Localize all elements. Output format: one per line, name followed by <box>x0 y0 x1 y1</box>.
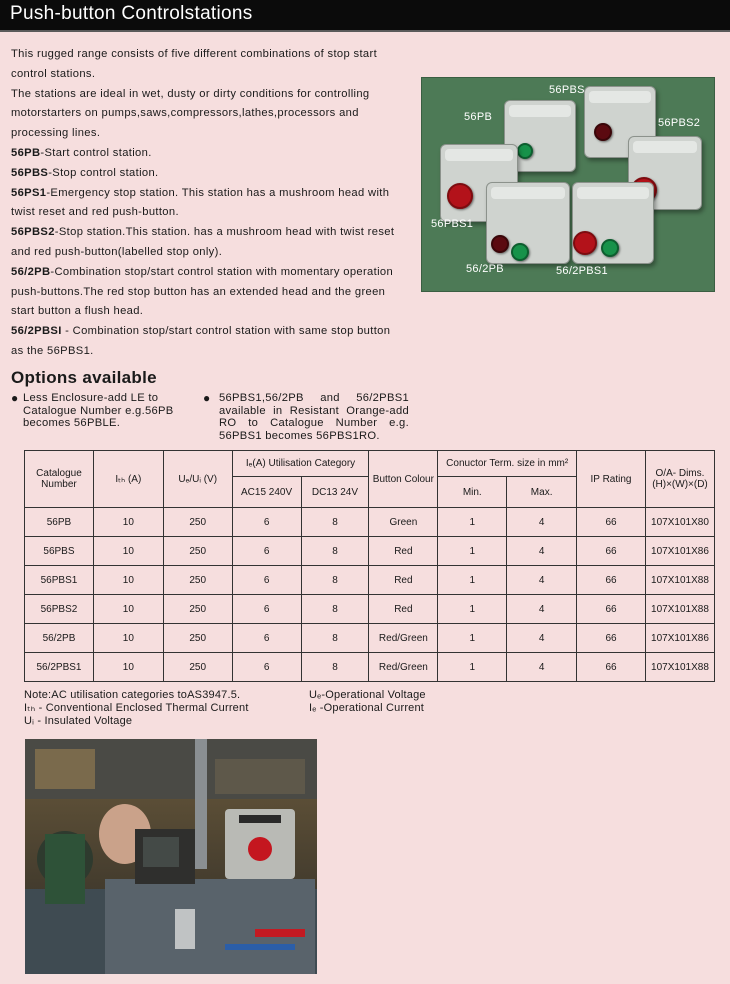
cell-ip: 66 <box>577 537 646 566</box>
cell-ue: 250 <box>163 566 232 595</box>
cell-min: 1 <box>438 566 507 595</box>
table-row <box>25 566 715 595</box>
product-photo <box>421 77 715 292</box>
label-56pbs1: 56PBS1 <box>431 218 474 230</box>
cell-min: 1 <box>438 653 507 682</box>
options-heading: Options available <box>11 368 157 387</box>
header-catalogue: Catalogue Number <box>25 451 94 508</box>
intro-paragraph-2: The stations are ideal in wet, dusty or dirty conditions for controlling motorstarters on pumps,saws,compressors,lathes,processors and processing lines. <box>11 87 370 140</box>
cell-catalogue: 56PBS1 <box>25 566 94 595</box>
desc-56pb: 56PB-Start control station. <box>11 146 152 159</box>
cell-ith: 10 <box>93 537 163 566</box>
cell-max: 4 <box>507 508 577 537</box>
page-header <box>0 0 730 32</box>
cell-ith: 10 <box>93 508 163 537</box>
note-ie: Iₑ -Operational Current <box>309 701 425 714</box>
cell-max: 4 <box>507 566 577 595</box>
notes-right <box>309 689 426 715</box>
cell-max: 4 <box>507 595 577 624</box>
cell-ue: 250 <box>163 595 232 624</box>
cell-dims: 107X101X80 <box>645 508 714 537</box>
cell-dims: 107X101X88 <box>645 595 714 624</box>
cell-ac15: 6 <box>232 624 301 653</box>
header-max: Max. <box>507 477 577 508</box>
station-56-2pbs1-image <box>572 182 654 264</box>
header-dc13: DC13 24V <box>301 477 369 508</box>
cell-ip: 66 <box>577 595 646 624</box>
cell-colour: Red <box>369 566 438 595</box>
cell-min: 1 <box>438 508 507 537</box>
header-min: Min. <box>438 477 507 508</box>
cell-ac15: 6 <box>232 595 301 624</box>
cell-catalogue: 56PB <box>25 508 94 537</box>
cell-dims: 107X101X88 <box>645 566 714 595</box>
workshop-photo <box>25 739 317 974</box>
cell-dc13: 8 <box>301 595 369 624</box>
desc-56pbs: 56PBS-Stop control station. <box>11 166 159 179</box>
cell-min: 1 <box>438 624 507 653</box>
desc-56-2pb: 56/2PB-Combination stop/start control station with momentary operation push-buttons.The red stop button has an extended head and the green start button a flush head. <box>11 265 394 318</box>
cell-dc13: 8 <box>301 508 369 537</box>
cell-colour: Red <box>369 537 438 566</box>
cell-max: 4 <box>507 537 577 566</box>
cell-ac15: 6 <box>232 566 301 595</box>
note-ue: Uₑ-Operational Voltage <box>309 689 426 701</box>
note-ith: Iₜₕ - Conventional Enclosed Thermal Current <box>24 701 249 714</box>
cell-ac15: 6 <box>232 508 301 537</box>
cell-ip: 66 <box>577 566 646 595</box>
cell-ac15: 6 <box>232 537 301 566</box>
station-56-2pb-image <box>486 182 570 264</box>
cell-colour: Green <box>369 508 438 537</box>
desc-56pbs2: 56PBS2-Stop station.This station. has a mushroom head with twist reset and red push-button(labelled stop only). <box>11 226 395 258</box>
cell-ac15: 6 <box>232 653 301 682</box>
table-row <box>25 537 715 566</box>
cell-dc13: 8 <box>301 653 369 682</box>
label-56-2pb: 56/2PB <box>466 263 504 275</box>
cell-dims: 107X101X88 <box>645 653 714 682</box>
page-title: Push-button Controlstations <box>10 3 253 24</box>
cell-catalogue: 56/2PB <box>25 624 94 653</box>
cell-dc13: 8 <box>301 624 369 653</box>
label-56pb: 56PB <box>464 111 493 123</box>
cell-ip: 66 <box>577 508 646 537</box>
header-ac15: AC15 240V <box>232 477 301 508</box>
table-row <box>25 595 715 624</box>
cell-dims: 107X101X86 <box>645 624 714 653</box>
cell-ith: 10 <box>93 653 163 682</box>
cell-catalogue: 56PBS <box>25 537 94 566</box>
header-button-colour: Button Colour <box>369 451 438 508</box>
cell-ip: 66 <box>577 653 646 682</box>
cell-ue: 250 <box>163 508 232 537</box>
cell-ue: 250 <box>163 653 232 682</box>
cell-dims: 107X101X86 <box>645 537 714 566</box>
table-row <box>25 508 715 537</box>
note-ac-utilisation: Note:AC utilisation categories toAS3947.5. <box>24 689 241 701</box>
notes-left <box>24 689 249 727</box>
cell-catalogue: 56/2PBS1 <box>25 653 94 682</box>
cell-colour: Red/Green <box>369 653 438 682</box>
desc-56ps1: 56PS1-Emergency stop station. This station has a mushroom head with twist reset and red push-button. <box>11 186 390 219</box>
cell-min: 1 <box>438 595 507 624</box>
header-ue: Uₑ/Uᵢ (V) <box>163 451 232 508</box>
note-ui: Uᵢ - Insulated Voltage <box>24 714 133 727</box>
header-ip: IP Rating <box>577 451 646 508</box>
cell-dc13: 8 <box>301 566 369 595</box>
cell-colour: Red <box>369 595 438 624</box>
cell-ip: 66 <box>577 624 646 653</box>
workshop-scene-image <box>25 739 317 974</box>
cell-ith: 10 <box>93 566 163 595</box>
specification-table <box>24 450 715 682</box>
header-dims: O/A- Dims. (H)×(W)×(D) <box>645 451 714 508</box>
cell-ue: 250 <box>163 624 232 653</box>
label-56-2pbs1: 56/2PBS1 <box>556 265 608 277</box>
label-56pbs: 56PBS <box>549 84 585 96</box>
cell-max: 4 <box>507 624 577 653</box>
table-body <box>25 508 715 682</box>
intro-paragraph-1: This rugged range consists of five different combinations of stop start control stations. <box>11 48 378 80</box>
header-conductor: Conuctor Term. size in mm² <box>438 451 577 477</box>
header-utilisation: Iₑ(A) Utilisation Category <box>232 451 369 477</box>
bullet-icon: ● <box>11 391 19 405</box>
cell-dc13: 8 <box>301 537 369 566</box>
cell-min: 1 <box>438 537 507 566</box>
label-56pbs2: 56PBS2 <box>658 117 701 129</box>
cell-ith: 10 <box>93 595 163 624</box>
cell-colour: Red/Green <box>369 624 438 653</box>
bullet-icon: ● <box>203 391 211 405</box>
header-ith: Iₜₕ (A) <box>93 451 163 508</box>
table-row <box>25 624 715 653</box>
cell-max: 4 <box>507 653 577 682</box>
cell-ith: 10 <box>93 624 163 653</box>
desc-56-2pbsi: 56/2PBSI - Combination stop/start control station with same stop button as the 56PBS1. <box>11 325 391 357</box>
cell-ue: 250 <box>163 537 232 566</box>
table-row <box>25 653 715 682</box>
cell-catalogue: 56PBS2 <box>25 595 94 624</box>
intro-text <box>11 45 406 362</box>
